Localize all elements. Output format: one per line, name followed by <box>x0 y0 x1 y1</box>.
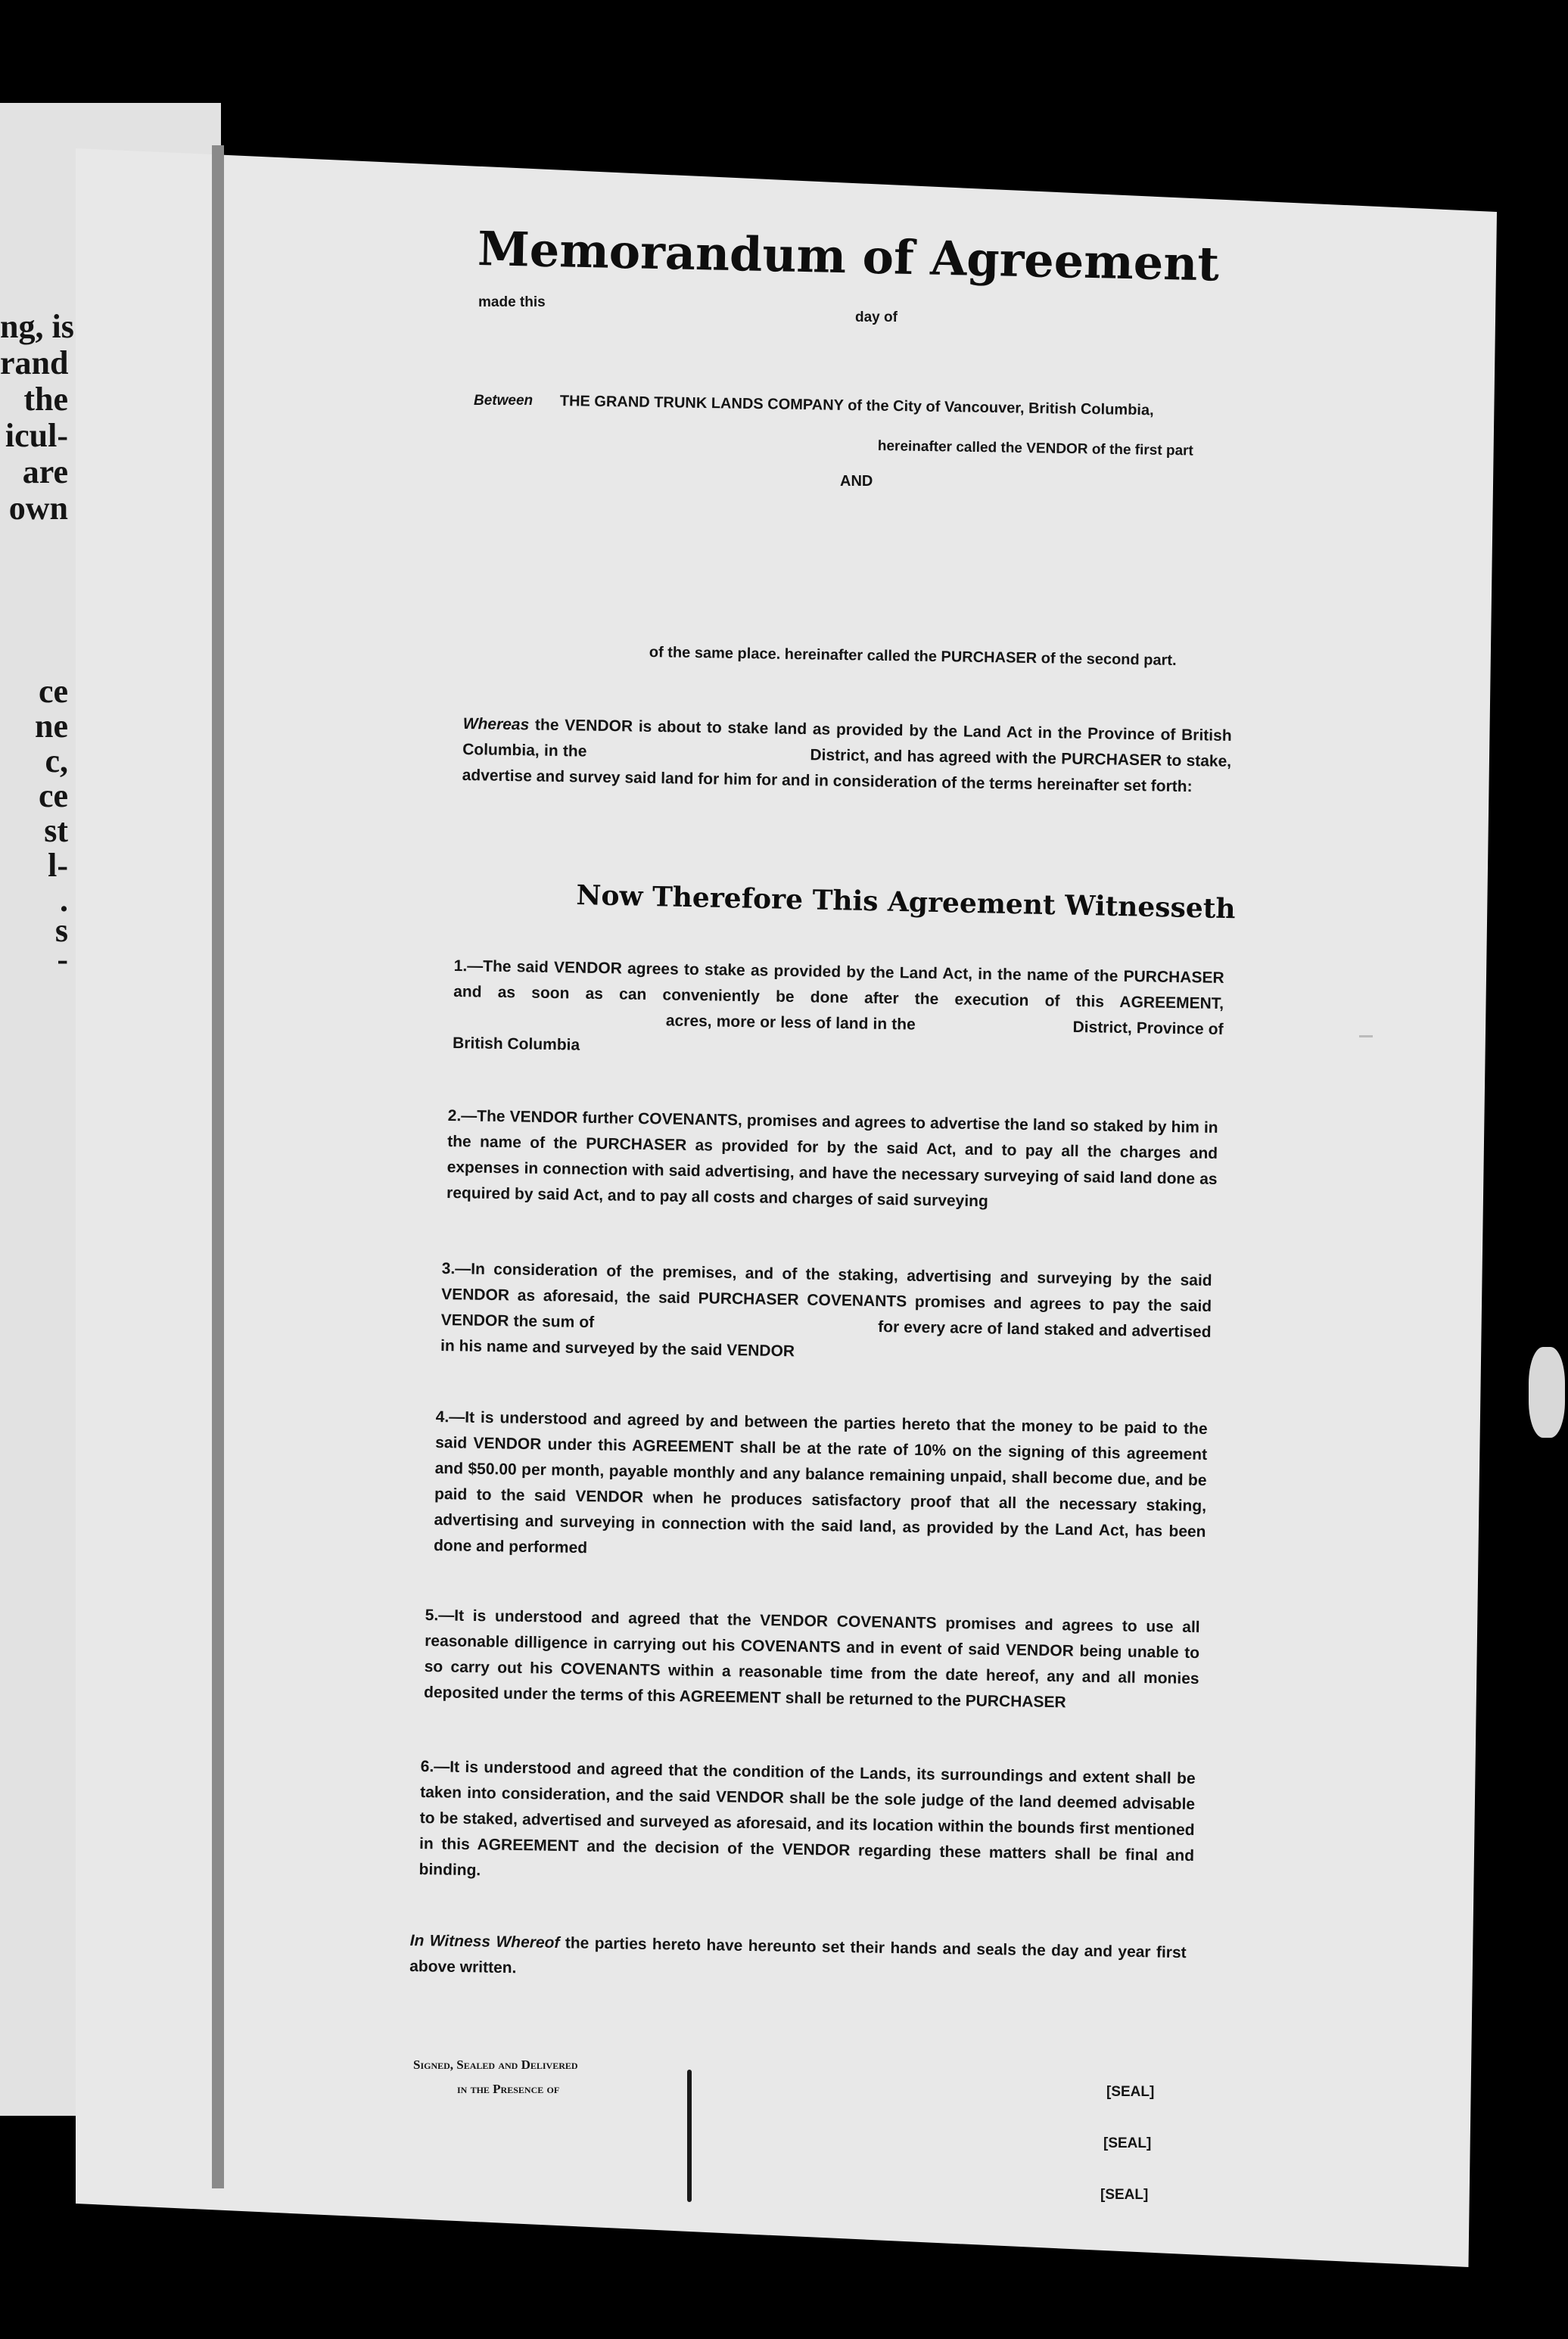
stray-mark <box>1359 1035 1373 1037</box>
witnesseth-heading: Now Therefore This Agreement Witnesseth <box>576 879 1236 925</box>
left-page-fragment: ce <box>38 777 68 814</box>
whereas-lead: Whereas <box>462 714 530 734</box>
seal-label: [SEAL] <box>1103 2135 1152 2151</box>
left-page-fragment: s <box>54 912 68 949</box>
day-of-label: day of <box>855 309 898 325</box>
left-page-fragment: - <box>57 941 68 978</box>
clause-5: 5.—It is understood and agreed that the VENDOR COVENANTS promises and agrees to use all reasonable dilligence in carrying out his COVENANTS and in event of said VENDOR being unable to so carry out his COVENANTS within a reasonable time from the date hereof, any and all monies deposited under the terms of this AGREEMENT shall be returned to the PURCHASER <box>423 1606 1200 1712</box>
and-label: AND <box>840 473 873 490</box>
vendor-party-line: THE GRAND TRUNK LANDS COMPANY of the City of Vancouver, British Columbia, <box>559 393 1154 419</box>
clause-2: 2.—The VENDOR further COVENANTS, promises and agrees to advertise the land so staked by him in the name of the PURCHASER as provided for by the said Act, and to pay all the charges and expenses in connection with said advertising, and have the necessary surveying of said land done as required by said Act, and to pay all costs and charges of said surveying <box>446 1106 1218 1211</box>
left-page-fragment: . <box>60 882 68 919</box>
whereas-text: the VENDOR is about to stake land as provided by the Land Act in the Province of British Columbia, in the District, and has agreed with the PURCHASER to stake, advertise and survey said land for him for and in consideration of the terms hereinafter set forth: <box>462 716 1232 796</box>
whereas-paragraph <box>462 711 1231 801</box>
document-title: Memorandum of Agreement <box>477 221 1220 292</box>
left-page-fragment: c, <box>45 742 68 779</box>
left-page-fragment: ce <box>38 673 68 710</box>
purchaser-role-line: of the same place. hereinafter called the PURCHASER of the second part. <box>649 644 1177 669</box>
made-this-label: made this <box>478 294 546 310</box>
between-lead: Between <box>474 393 534 409</box>
seal-label: [SEAL] <box>1106 2084 1155 2100</box>
signed-sealed-label: Signed, Sealed and Delivered <box>413 2058 578 2072</box>
left-page-fragment: st <box>44 812 68 849</box>
in-witness-text: the parties hereto have hereunto set their hands and seals the day and year first above written. <box>409 1934 1187 1977</box>
seal-label: [SEAL] <box>1100 2187 1149 2203</box>
left-page-fragment: are <box>22 453 68 490</box>
left-page-fragment: ne <box>35 708 68 745</box>
clause-6: 6.—It is understood and agreed that the condition of the Lands, its surroundings and extent shall be taken into consideration, and the said VENDOR shall be the sole judge of the land deemed advisable to be staked, advertised and surveyed as aforesaid, and its location within the bounds first mentioned in this AGREEMENT and the decision of the VENDOR regarding these matters shall be final and binding. <box>418 1757 1196 1880</box>
left-page-fragment: the <box>23 381 68 418</box>
vendor-role-line: hereinafter called the VENDOR of the first part <box>877 438 1193 459</box>
witness-bracket-line <box>687 2070 692 2202</box>
page-fold-shadow <box>212 145 224 2188</box>
left-page-fragment: own <box>8 490 68 527</box>
paper-damage-mark <box>1529 1347 1565 1438</box>
left-page-fragment: icul- <box>5 417 68 454</box>
clause-1: 1.—The said VENDOR agrees to stake as provided by the Land Act, in the name of the PURCHASER and as soon as can conveniently be done after the execution of this AGREEMENT, acres, more or less of land in the District, Province of British Columbia <box>452 956 1224 1054</box>
left-page-fragment: ng, is <box>0 308 74 345</box>
clause-4: 4.—It is understood and agreed by and between the parties hereto that the money to be paid to the said VENDOR under this AGREEMENT shall be at the rate of 10% on the signing of this agreement and $50.00 per month, payable monthly and any balance remaining unpaid, shall become due, and be paid to the said VENDOR when he produces satisfactory proof that all the necessary staking, advertising and surveying in connection with the said land, as provided by the Land Act, has been done and performed <box>433 1407 1208 1557</box>
left-page-fragment: rand <box>0 344 69 381</box>
clause-3: 3.—In consideration of the premises, and of the staking, advertising and surveying by the said VENDOR as aforesaid, the said PURCHASER COVENANTS promises and agrees to pay the said VENDOR the sum of for every acre of land staked and advertised in his name and surveyed by the said VENDOR <box>440 1259 1212 1361</box>
in-witness-lead: In Witness Whereof <box>409 1931 560 1952</box>
left-page-fragment: l- <box>48 847 68 884</box>
presence-of-label: in the Presence of <box>457 2082 560 2096</box>
